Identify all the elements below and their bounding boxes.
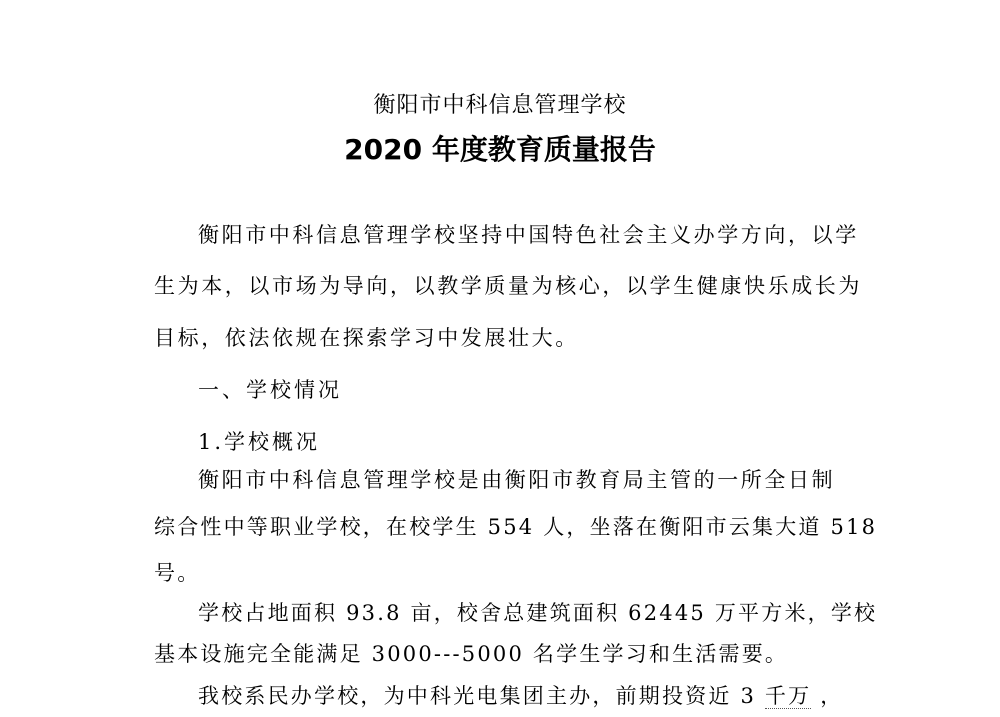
- paragraph-3-underlined-text: 千万: [764, 684, 812, 708]
- section-heading: 一、学校情况: [198, 378, 342, 402]
- paragraph-3-line-1: [198, 682, 843, 710]
- paragraph-2-line-1: 学校占地面积 93.8 亩，校舍总建筑面积 62445 万平方米，学校: [198, 601, 878, 625]
- paragraph-3-text-after: ，: [811, 684, 844, 708]
- paragraph-1-line-3: 号。: [154, 561, 201, 585]
- paragraph-1-line-2: 综合性中等职业学校，在校学生 554 人，坐落在衡阳市云集大道 518: [154, 515, 878, 539]
- paragraph-1-line-1: 衡阳市中科信息管理学校是由衡阳市教育局主管的一所全日制: [198, 468, 836, 492]
- school-name-title: 衡阳市中科信息管理学校: [373, 93, 627, 118]
- intro-line-2: 生为本，以市场为导向，以教学质量为核心，以学生健康快乐成长为: [154, 274, 862, 298]
- paragraph-3-text-before: 我校系民办学校，为中科光电集团主办，前期投资近 3: [198, 684, 765, 708]
- intro-line-3: 目标，依法依规在探索学习中发展壮大。: [154, 326, 579, 350]
- intro-line-1: 衡阳市中科信息管理学校坚持中国特色社会主义办学方向，以学: [198, 223, 859, 247]
- paragraph-2-line-2: 基本设施完全能满足 3000---5000 名学生学习和生活需要。: [154, 642, 789, 666]
- subsection-heading: 1.学校概况: [198, 430, 321, 454]
- report-title: 2020 年度教育质量报告: [344, 133, 656, 166]
